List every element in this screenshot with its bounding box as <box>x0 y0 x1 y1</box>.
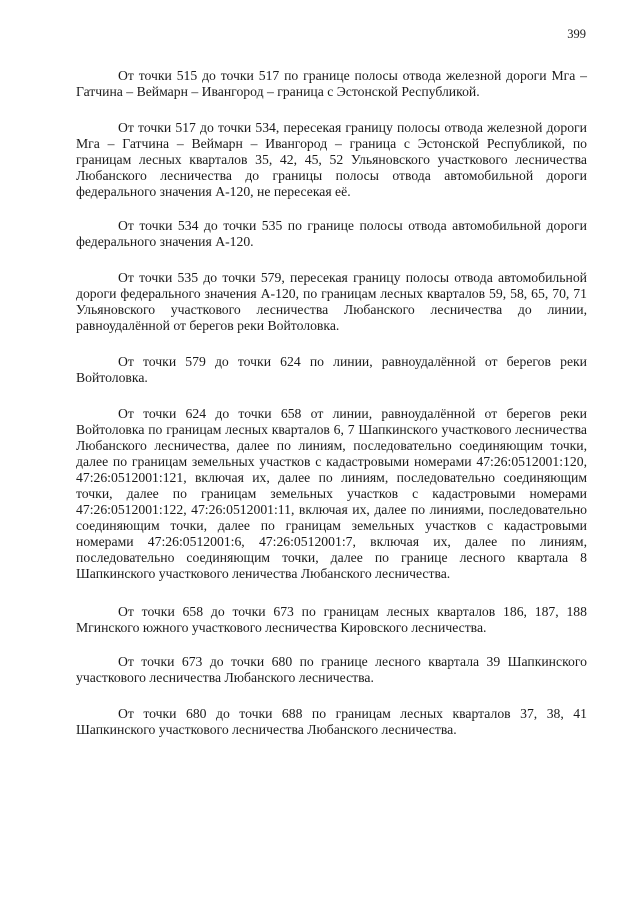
page-number: 399 <box>567 27 586 41</box>
paragraph: От точки 579 до точки 624 по линии, равноудалённой от берегов реки Войтоловка. <box>76 354 587 385</box>
paragraph: От точки 515 до точки 517 по границе полосы отвода железной дороги Мга – Гатчина – Веймарн – Ивангород – граница с Эстонской Республикой. <box>76 68 587 99</box>
paragraph: От точки 534 до точки 535 по границе полосы отвода автомобильной дороги федерального значения А-120. <box>76 218 587 249</box>
paragraph: От точки 680 до точки 688 по границам лесных кварталов 37, 38, 41 Шапкинского участкового лесничества Любанского лесничества. <box>76 706 587 737</box>
paragraph: От точки 624 до точки 658 от линии, равноудалённой от берегов реки Войтоловка по границам лесных кварталов 6, 7 Шапкинского участкового лесничества Любанского лесничества, далее по линиям, последовательно соединяющим точки, далее по границам земельных участков с кадастровыми номерами 47:26:0512001:120, 47:26:0512001:121, включая их, далее по линиям, последовательно соединяющим точки, далее по границам земельных участков с кадастровыми номерами 47:26:0512001:122, 47:26:0512001:11, включая их, далее по линиями, последовательно соединяющим точки, далее по границам земельных участков с кадастровыми номерами 47:26:0512001:6, 47:26:0512001:7, включая их, далее по линиям, последовательно соединяющим точки, далее по границе лесного квартала 8 Шапкинского участкового леничества Любанского лесничества. <box>76 406 587 581</box>
paragraph: От точки 517 до точки 534, пересекая границу полосы отвода железной дороги Мга – Гатчина – Веймарн – Ивангород – граница с Эстонской Республикой, по границам лесных кварталов 35, 42, 45, 52 Ульяновского участкового лесничества Любанского лесничества до границы полосы отвода автомобильной дороги федерального значения А-120, не пересекая её. <box>76 120 587 199</box>
paragraph: От точки 535 до точки 579, пересекая границу полосы отвода автомобильной дороги федерального значения А-120, по границам лесных кварталов 59, 58, 65, 70, 71 Ульяновского участкового лесничества Любанского лесничества до линии, равноудалённой от берегов реки Войтоловка. <box>76 270 587 333</box>
paragraph: От точки 658 до точки 673 по границам лесных кварталов 186, 187, 188 Мгинского южного участкового лесничества Кировского лесничества. <box>76 604 587 635</box>
paragraph: От точки 673 до точки 680 по границе лесного квартала 39 Шапкинского участкового лесничества Любанского лесничества. <box>76 654 587 685</box>
document-body <box>76 68 587 758</box>
